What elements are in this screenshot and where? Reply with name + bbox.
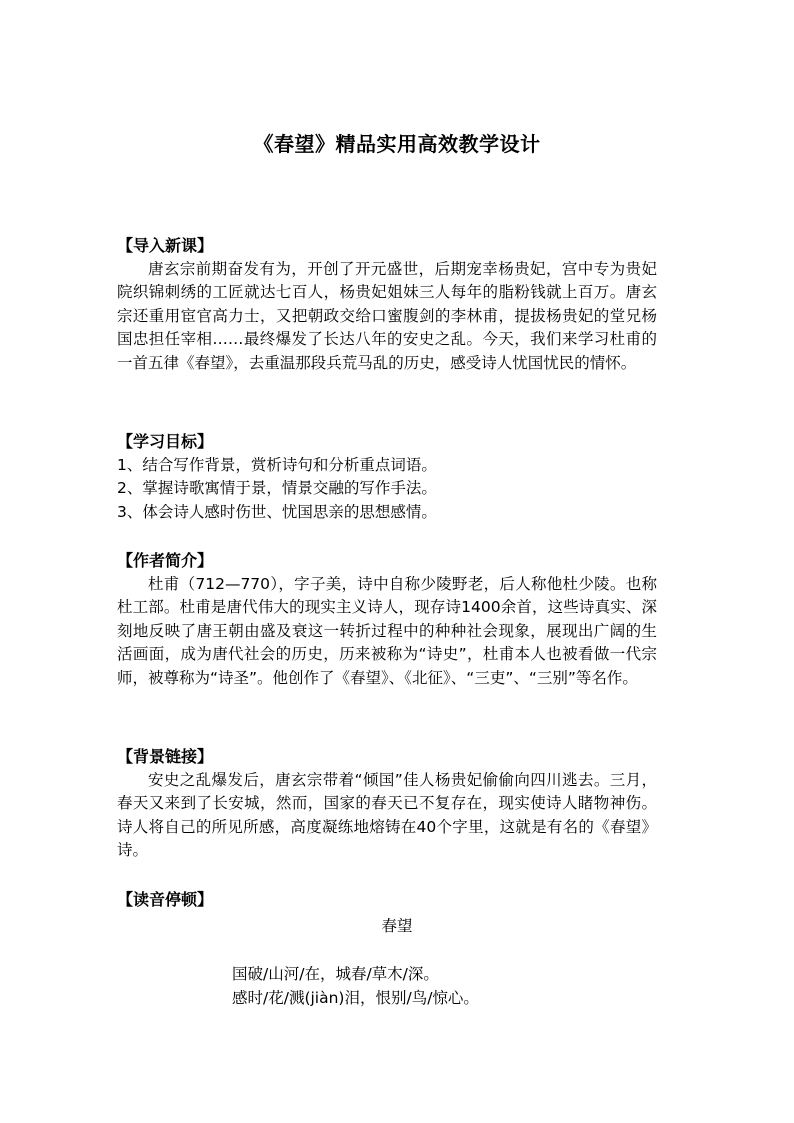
poem-title: 春望 — [381, 917, 413, 935]
background-paragraph: 安史之乱爆发后，唐玄宗带着“倾国”佳人杨贵妃偷偷向四川逃去。三月，春天又来到了长安城，然而，国家的春天已不复存在，现实使诗人睹物神伤。诗人将自己的所见所感，高度凝练地熔铸在40个字里，这就是有名的《春望》诗。 — [117, 770, 657, 860]
section-heading-intro: 【导入新课】 — [117, 236, 214, 255]
goal-item: 2、掌握诗歌寓情于景，情景交融的写作手法。 — [117, 479, 437, 498]
section-background — [117, 745, 657, 863]
section-heading-background: 【背景链接】 — [117, 747, 214, 766]
intro-paragraph: 唐玄宗前期奋发有为，开创了开元盛世，后期宠幸杨贵妃，宫中专为贵妃院织锦刺绣的工匠就达七百人，杨贵妃姐妹三人每年的脂粉钱就上百万。唐玄宗还重用宦官高力士，又把朝政交给口蜜腹剑的李林甫，提拔杨贵妃的堂兄杨国忠担任宰相……最终爆发了长达八年的安史之乱。今天，我们来学习杜甫的一首五律《春望》，去重温那段兵荒马乱的历史，感受诗人忧国忧民的情怀。 — [117, 259, 657, 372]
goal-item: 1、结合写作背景，赏析诗句和分析重点词语。 — [117, 455, 437, 474]
section-heading-reading: 【读音停顿】 — [117, 890, 214, 909]
section-heading-author: 【作者简介】 — [117, 551, 214, 570]
section-intro — [117, 234, 657, 376]
author-paragraph: 杜甫（712—770），字子美，诗中自称少陵野老，后人称他杜少陵。也称杜工部。杜甫是唐代伟大的现实主义诗人，现存诗1400余首，这些诗真实、深刻地反映了唐王朝由盛及衰这一转折过程中的种种社会现象，展现出广阔的生活画面，成为唐代社会的历史，历来被称为“诗史”，杜甫本人也被看做一代宗师，被尊称为“诗圣”。他创作了《春望》、《北征》、“三吏”、“三别”等名作。 — [117, 574, 657, 687]
section-reading — [117, 888, 657, 912]
section-goals — [117, 430, 657, 524]
poem-line: 国破/山河/在，城春/草木/深。 — [232, 965, 439, 983]
poem-line: 感时/花/溅(jiàn)泪，恨别/鸟/惊心。 — [232, 989, 479, 1007]
section-author — [117, 549, 657, 691]
goal-item: 3、体会诗人感时伤世、忧国思亲的思想感情。 — [117, 502, 437, 521]
section-heading-goals: 【学习目标】 — [117, 432, 214, 451]
document-title: 《春望》精品实用高效教学设计 — [253, 132, 541, 156]
